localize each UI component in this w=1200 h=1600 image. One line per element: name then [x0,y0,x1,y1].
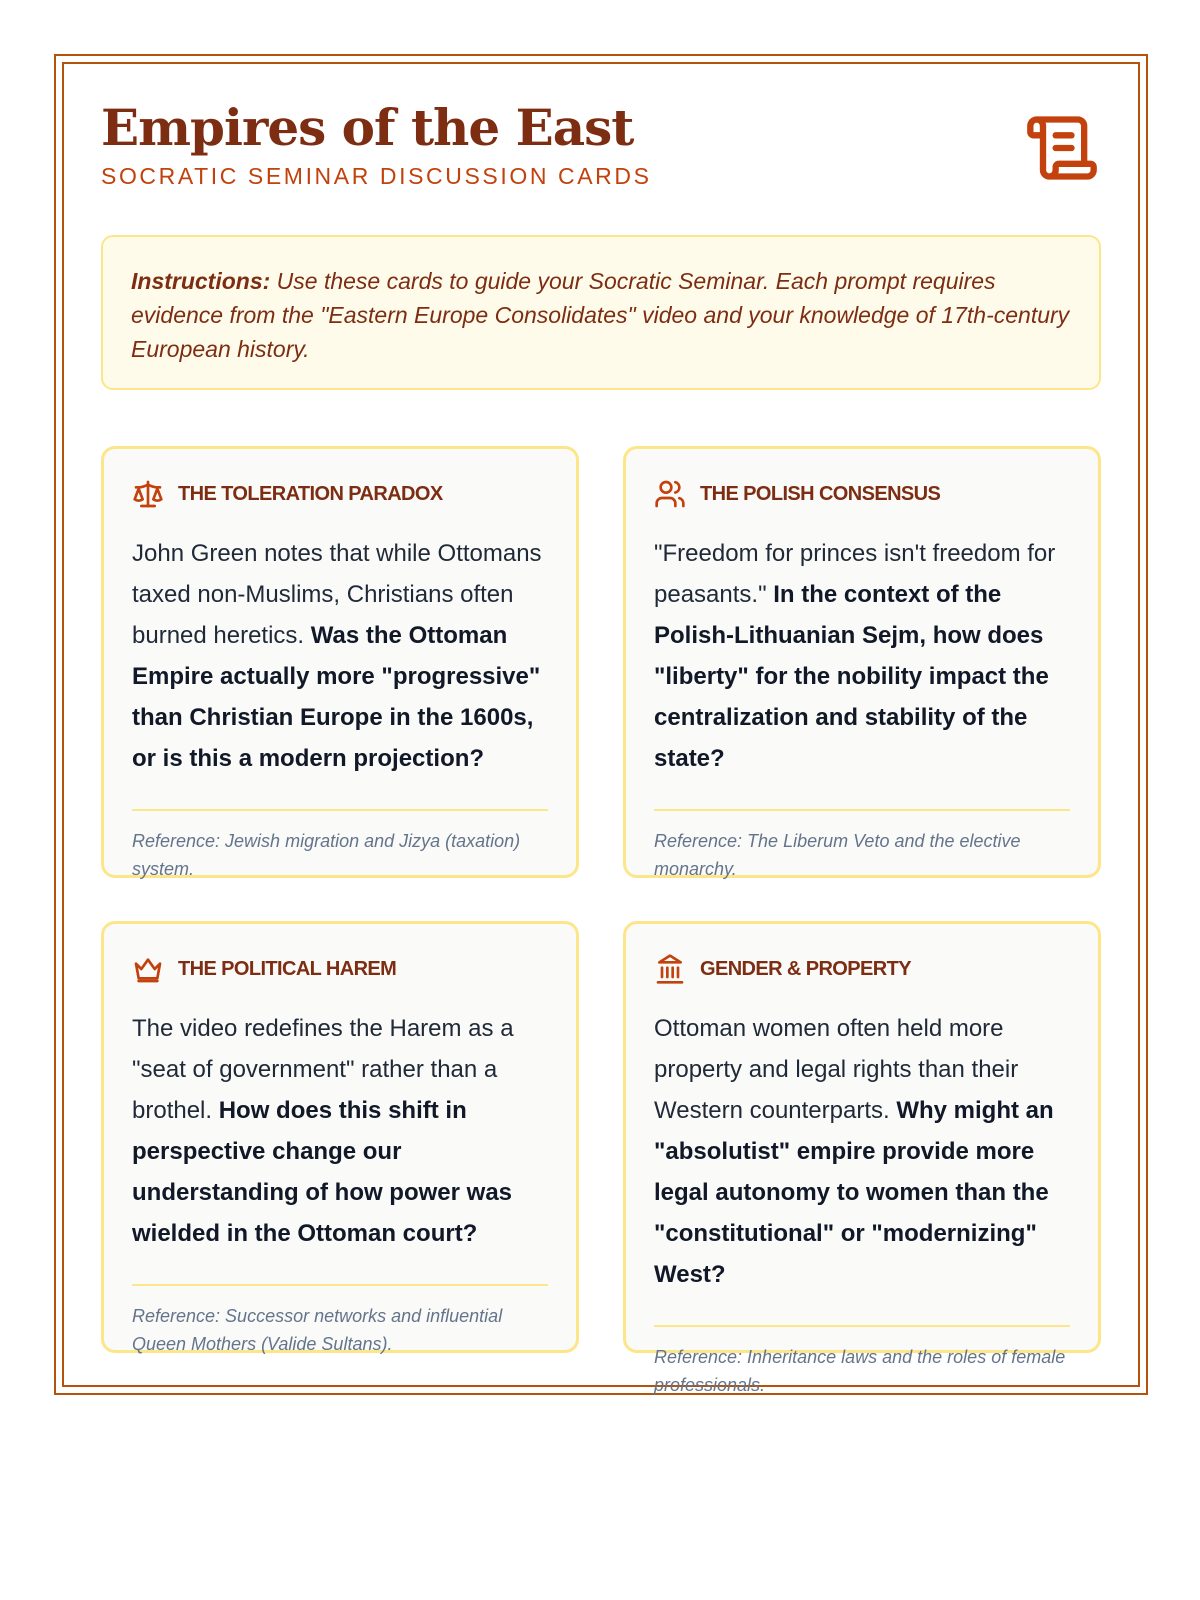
card-title: THE POLISH CONSENSUS [700,482,941,505]
card-header [654,952,1070,986]
discussion-card [101,921,579,1353]
landmark-icon [654,953,686,985]
page-subtitle: SOCRATIC SEMINAR DISCUSSION CARDS [101,163,652,189]
discussion-card [101,446,579,878]
card-reference: Reference: The Liberum Veto and the elective monarchy. [654,809,1070,883]
card-title: THE TOLERATION PARADOX [178,482,443,505]
instructions-label: Instructions: [131,268,271,294]
crown-icon [132,953,164,985]
card-prompt-question: In the context of the Polish-Lithuanian Sejm, how does "liberty" for the nobility impact the centralization and stability of the state? [654,581,1049,772]
card-prompt-context: "Freedom for princes isn't freedom for peasants." [654,540,1056,608]
card-title: GENDER & PROPERTY [700,957,911,980]
card-prompt-question: Was the Ottoman Empire actually more "progressive" than Christian Europe in the 1600s, or is this a modern projection? [132,622,541,772]
discussion-card [623,446,1101,878]
scale-icon [132,478,164,510]
card-prompt [654,533,1070,779]
card-reference: Reference: Jewish migration and Jizya (taxation) system. [132,809,548,883]
card-reference: Reference: Inheritance laws and the roles of female professionals. [654,1325,1070,1399]
card-prompt-context: Ottoman women often held more property and legal rights than their Western counterparts. [654,1015,1019,1124]
card-reference: Reference: Successor networks and influential Queen Mothers (Valide Sultans). [132,1284,548,1358]
card-prompt-question: Why might an "absolutist" empire provide more legal autonomy to women than the "constitutional" or "modernizing" West? [654,1097,1054,1288]
card-title: THE POLITICAL HAREM [178,957,397,980]
users-icon [654,478,686,510]
discussion-card [623,921,1101,1395]
card-prompt-context: The video redefines the Harem as a "seat of government" rather than a brothel. [132,1015,514,1124]
card-prompt [654,1008,1070,1295]
scroll-icon [1024,110,1100,186]
card-header [132,952,548,986]
card-prompt [132,1008,548,1254]
page-title: Empires of the East [101,98,634,157]
instructions-box [101,235,1101,390]
card-header [132,477,548,511]
card-header [654,477,1070,511]
instructions-text: Use these cards to guide your Socratic Seminar. Each prompt requires evidence from the "Eastern Europe Consolidates" video and your knowledge of 17th-century European history. [131,268,1070,362]
card-prompt-question: How does this shift in perspective change our understanding of how power was wielded in the Ottoman court? [132,1097,513,1247]
card-prompt [132,533,548,779]
card-prompt-context: John Green notes that while Ottomans taxed non-Muslims, Christians often burned heretics. [132,540,542,649]
